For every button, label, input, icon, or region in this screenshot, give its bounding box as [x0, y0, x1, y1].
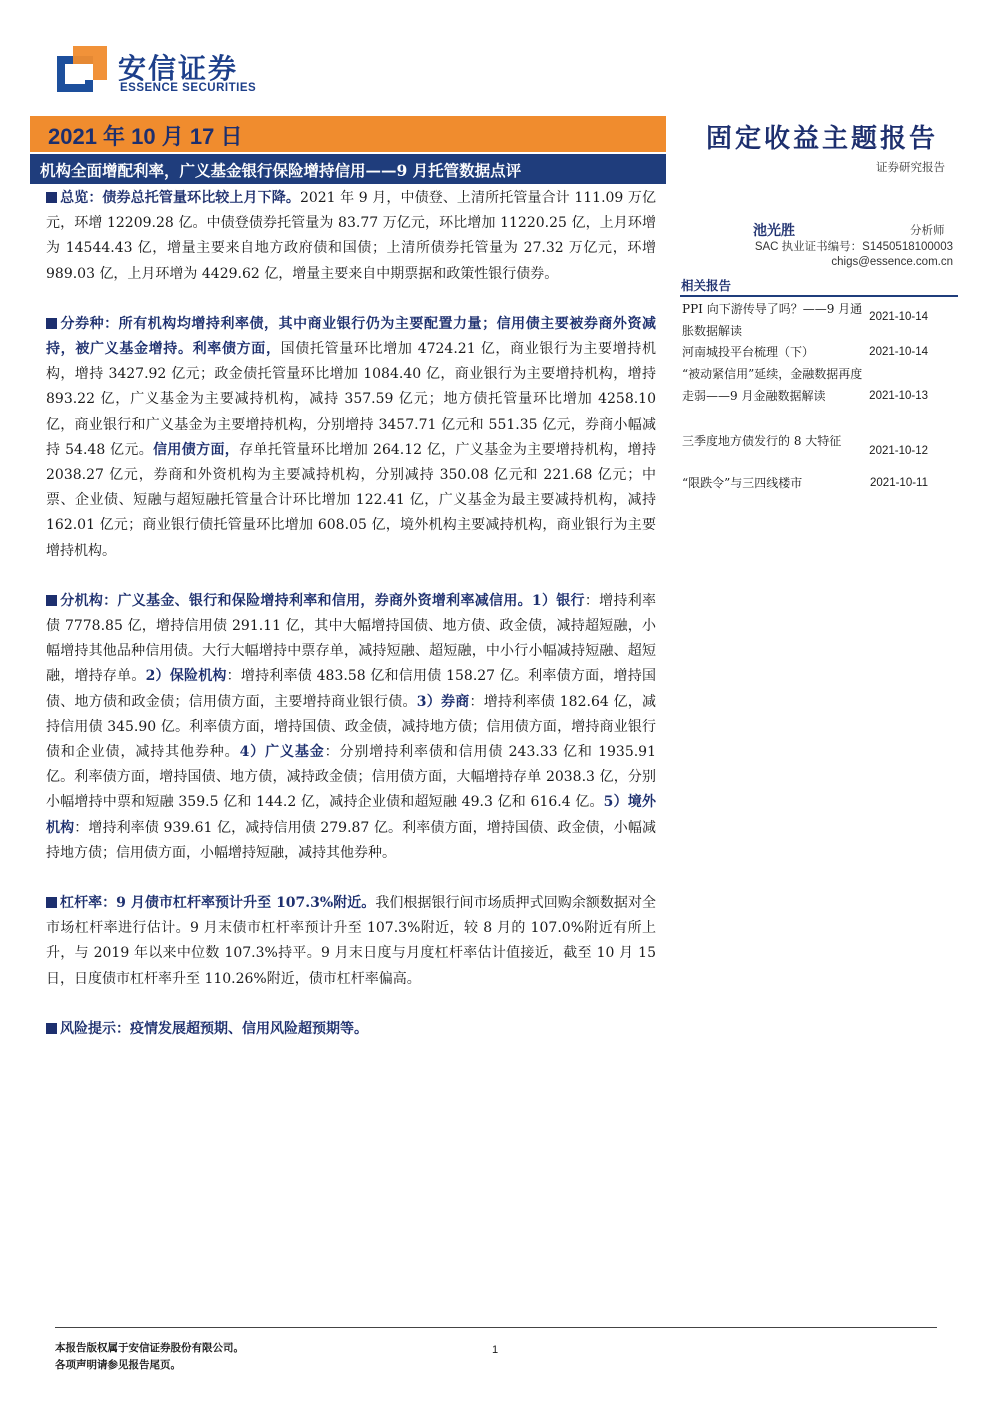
paragraph-text: ：分别增持利率债和信用债 243.33 亿和 1935.91 亿。利率债方面，增持国债、地方债，减持政金债；信用债方面，大幅增持存单 2038.3 亿，分别小幅增持中票和短融 359.5 亿和 144.2 亿，减持企业债和超短融 49.3 亿和 616.4 亿。 [46, 744, 656, 811]
related-report-item[interactable] [682, 298, 958, 342]
logo-text-cn: 安信证券 [118, 52, 239, 85]
related-reports-heading: 相关报告 [681, 278, 732, 293]
related-report-title: 三季度地方债发行的 8 大特征 [682, 434, 842, 448]
paragraph-lead: 风险提示：疫情发展超预期、信用风险超预期等。 [60, 1020, 368, 1037]
related-report-title: “被动紧信用”延续，金融数据再度走弱——9 月金融数据解读 [682, 367, 863, 403]
paragraph-text: 我们根据银行间市场质押式回购余额数据对全市场杠杆率进行估计。9 月末债市杠杆率预计升至 107.3%附近，较 8 月的 107.0%附近有所上升，与 2019 年以来中位数 107.3%持平。9 月末日度与月度杠杆率估计值接近，截至 10 月 15 日，日度债市杠杆率升至 110.26%附近，债市杠杆率偏高。 [46, 895, 656, 987]
disclaimer-notice: 各项声明请参见报告尾页。 [55, 1359, 181, 1371]
paragraph-lead: 分券种：所有机构均增持利率债，其中商业银行仍为主要配置力量；信用债主要被券商外资减持，被广义基金增持。利率债方面， [46, 315, 656, 358]
page-number: 1 [492, 1344, 499, 1356]
paragraph-lead: 4）广义基金 [239, 744, 325, 761]
footer-divider [55, 1327, 937, 1328]
paragraph-text: ：增持利率债 7778.85 亿，增持信用债 291.11 亿，其中大幅增持国债、地方债、政金债，减持超短融，小幅增持其他品种信用债。大行大幅增持中票存单，减持短融、超短融，中小行小幅减持短融、超短融，增持存单。 [46, 592, 656, 685]
bullet-square-icon [46, 1023, 57, 1034]
bullet-square-icon [46, 897, 57, 908]
related-report-title: PPI 向下游传导了吗？——9 月通胀数据解读 [682, 302, 863, 338]
related-report-title: 河南城投平台梳理（下） [682, 345, 815, 359]
paragraph-lead: 总览：债券总托管量环比较上月下降。 [60, 190, 300, 206]
paragraph-lead: 信用债方面， [153, 441, 240, 458]
related-report-item[interactable] [682, 363, 958, 407]
leverage-paragraph [46, 891, 656, 992]
summary-paragraph [46, 186, 656, 287]
paragraph-lead: 5）境外机构 [46, 794, 656, 836]
risk-paragraph [46, 1017, 656, 1042]
paragraph-lead: 分机构：广义基金、银行和保险增持利率和信用，券商外资增利率减信用。1）银行 [60, 592, 585, 609]
copyright-notice: 本报告版权属于安信证券股份有限公司。 [55, 1342, 244, 1354]
related-report-date: 2021-10-12 [869, 445, 928, 457]
paragraph-text: ：增持利率债 939.61 亿，减持信用债 279.87 亿。利率债方面，增持国债、政金债，小幅减持地方债；信用债方面，小幅增持短融，减持其他券种。 [46, 819, 657, 861]
analyst-email[interactable]: chigs@essence.com.cn [831, 256, 953, 268]
related-report-date: 2021-10-11 [870, 477, 928, 489]
paragraph-lead: 2）保险机构 [145, 668, 227, 685]
related-report-item[interactable] [682, 341, 958, 363]
paragraph-text: ：增持利率债 483.58 亿和信用债 158.27 亿。利率债方面，增持国债、地方债和政金债；信用债方面，主要增持商业银行债。 [46, 668, 656, 710]
report-body [46, 186, 656, 1042]
logo-text-en: ESSENCE SECURITIES [120, 82, 257, 94]
bullet-square-icon [46, 595, 57, 606]
bullet-square-icon [46, 192, 57, 203]
by-bond-type-paragraph [46, 312, 656, 564]
related-report-item[interactable] [682, 430, 958, 457]
analyst-role: 分析师 [910, 223, 945, 237]
report-title: 机构全面增配利率，广义基金银行保险增持信用——9 月托管数据点评 [40, 161, 522, 180]
paragraph-lead: 3）券商 [416, 693, 470, 710]
analyst-sac-number: SAC 执业证书编号：S1450518100003 [754, 241, 953, 253]
by-institution-paragraph [46, 589, 656, 866]
analyst-name: 池光胜 [753, 223, 795, 239]
paragraph-text: 存单托管量环比增加 264.12 亿，广义基金为主要增持机构，增持 2038.27 亿元，券商和外资机构为主要减持机构，分别减持 350.08 亿元和 221.68 亿元；中票、企业债、短融与超短融托管量合计环比增加 122.41 亿，广义基金为最主要减持机构，减持 162.01 亿元；商业银行债托管量环比增加 608.05 亿，境外机构主要减持机构，商业银行为主要增持机构。 [46, 441, 657, 559]
related-divider [680, 295, 958, 297]
related-report-title: “限跌令”与三四线楼市 [682, 476, 803, 490]
report-type: 固定收益主题报告 [706, 124, 939, 154]
report-date: 2021 年 10 月 17 日 [48, 124, 243, 149]
paragraph-text: 2021 年 9 月，中债登、上清所托管量合计 111.09 万亿元，环增 12209.28 亿。中债登债券托管量为 83.77 万亿元，环比增加 11220.25 亿，上月环增为 14544.43 亿，增量主要来自地方政府债和国债；上清所债券托管量为 27.32 万亿元，环增 989.03 亿，上月环增为 4429.62 亿，增量主要来自中期票据和政策性银行债券。 [46, 190, 656, 282]
paragraph-text: ：增持利率债 182.64 亿，减持信用债 345.90 亿。利率债方面，增持国债、政金债，减持地方债；信用债方面，增持商业银行债和企业债，减持其他券种。 [46, 693, 656, 761]
paragraph-lead: 杠杆率：9 月债市杠杆率预计升至 107.3%附近。 [60, 895, 376, 912]
related-report-date: 2021-10-13 [869, 390, 928, 402]
related-report-item[interactable] [682, 472, 958, 494]
report-subtype: 证券研究报告 [876, 160, 945, 174]
related-report-date: 2021-10-14 [869, 311, 928, 323]
bullet-square-icon [46, 318, 57, 329]
related-report-date: 2021-10-14 [869, 346, 928, 358]
company-logo-icon [57, 44, 109, 96]
paragraph-text: 国债托管量环比增加 4724.21 亿，商业银行为主要增持机构，增持 3427.92 亿元；政金债托管量环比增加 1084.40 亿，商业银行为主要增持机构，增持 893.22 亿，广义基金为主要减持机构，减持 357.59 亿元；地方债托管量环比增加 4258.10 亿，商业银行和广义基金为主要增持机构，分别增持 3457.71 亿元和 551.35 亿元，券商小幅减持 54.48 亿元。 [46, 341, 657, 458]
